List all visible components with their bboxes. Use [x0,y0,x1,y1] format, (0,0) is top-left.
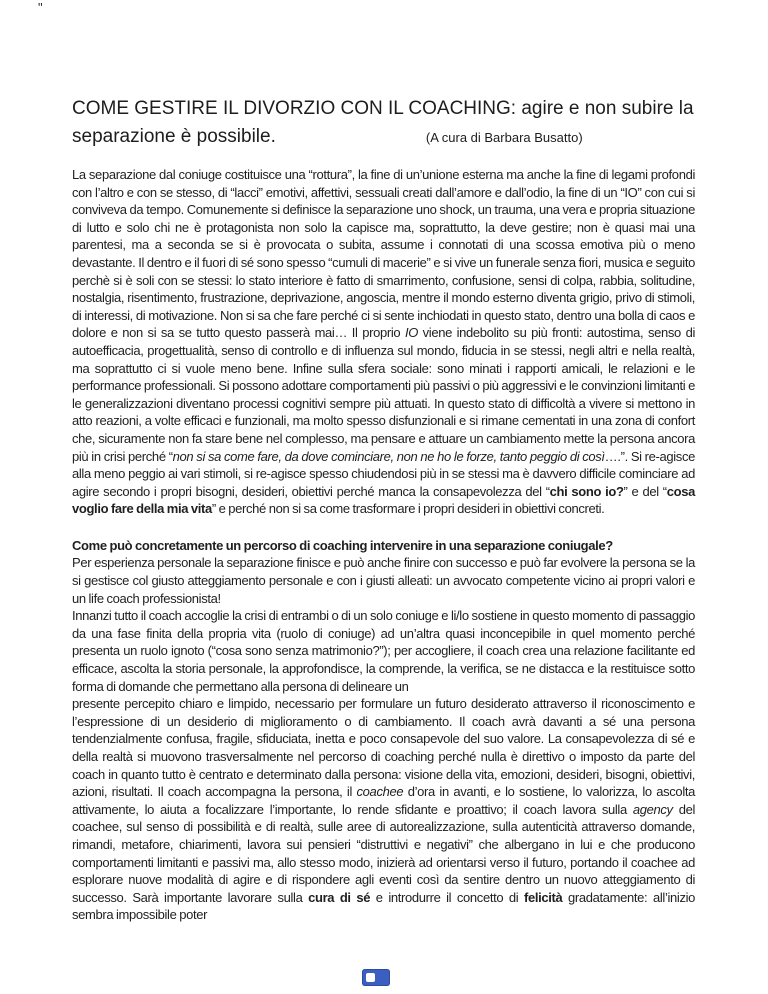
text-segment: La separazione dal coniuge costituisce una “rottura”, la fine di un’unione esterna ma anche la fine di legami profondi con l’altro e con se stesso, di “lacci” emotivi, affettivi, sessuali creati dall’amore e dall’odio, la fine di un “IO” con cui si conviveva da tempo. Comunemente si definisce la separazione uno shock, un trauma, una vera e propria situazione di lutto e solo chi ne è protagonista non solo la capisce ma, soprattutto, la deve gestire; non è quasi mai una parentesi, ma a seconda se si è provocata o subita, assume i connotati di una scossa emotiva più o meno devastante. Il dentro e il fuori di sé sono spesso “cumuli di macerie” e si vive un funerale senza fiori, musica e seguito perchè si è soli con se stessi: lo stato interiore è fatto di smarrimento, confusione, sensi di colpa, rabbia, solitudine, nostalgia, risentimento, frustrazione, deprivazione, angoscia, mentre il mondo esterno diventa grigio, privo di stimoli, di interessi, di motivazione. Non si sa che fare perché ci si sente inchiodati in questo stato, dentro una bolla di caos e dolore e non si sa se tutto questo passerà mai… Il proprio [72,167,695,341]
byline: (A cura di Barbara Busatto) [425,130,583,145]
text-segment: cosa voglio fare della mia vita [72,483,695,517]
text-segment: d’ora in avanti, e lo sostiene, lo valorizza, lo ascolta attivamente, lo aiuta a focalizzare l’importante, lo rende sfidante e proattivo; il coach lavora sulla [72,784,695,817]
footer-logo-glyph [366,973,375,982]
text-segment: non si sa come fare, da dove cominciare, non ne ho le forze, tanto peggio di così [172,448,605,464]
text-segment: felicità [523,889,563,905]
text-segment: chi sono io? [549,483,624,499]
text-segment: cura di sé [308,889,371,905]
text-segment: Innanzi tutto il coach accoglie la crisi di entrambi o di un solo coniuge e li/lo sostiene in questo momento di passaggio da una fase finita della propria vita (ruolo di coniuge) ad un’altra quasi inconcepibile in quel momento perché presenta un ruolo ignoto (“cosa sono senza matrimonio?”); per accogliere, il coach crea una relazione facilitante ed efficace, ascolta la storia personale, la approfondisce, la comprende, la verifica, se ne distacca e la restituisce sotto forma di domande che permettano alla persona di delineare un [72,608,695,694]
title-line1: COME GESTIRE IL DIVORZIO CON IL COACHING: agire e non subire la [72,98,694,119]
text-segment: ….”. Si re-agisce alla meno peggio ai vari stimoli, si re-agisce spesso chiudendosi più in se stessi ma è davvero difficile cominciare ad agire secondo i propri bisogni, desideri, obiettivi perché manca la consapevolezza del “ [72,448,695,499]
text-segment: del coachee, sul senso di possibilità e di realtà, sulle aree di autorealizzazione, sulla autenticità attraverso domande, rimandi, metafore, chiarimenti, lavora sui pensieri “distruttivi e negativi” che albergano in lui e che producono comportamenti limitanti e passivi ma, allo stesso modo, inizierà ad orientarsi verso il futuro, portando il coachee ad esplorare nuove modalità di agire e di rispondere agli eventi così da sentire dentro un nuovo atteggiamento di successo. Sarà importante lavorare sulla [72,801,695,905]
text-segment: Per esperienza personale la separazione finisce e può anche finire con successo e può far evolvere la persona se la si gestisce col giusto atteggiamento personale e con i giusti alleati: un avvocato competente vicino ai propri valori e un life coach professionista! [72,555,695,606]
text-segment: gradatamente: all’inizio sembra impossibile poter [72,889,696,923]
text-segment: viene indebolito su più fronti: autostima, senso di autoefficacia, progettualità, senso di controllo e di influenza sul mondo, fiducia in se stessi, negli altri e nella realtà, ma soprattutto ci si vuole meno bene. Infine sulla sfera sociale: sono minati i rapporti amicali, le relazioni e le performance professionali. Si possono adottare comportamenti più passivi o più aggressivi e le convinzioni limitanti e le generalizzazioni diventano processi cognitivi sempre più attuati. In questo stato di difficoltà a vivere si mettono in atto reazioni, a volte efficaci e funzionali, ma molto spesso disfunzionali e si rimane cementati in una zona di confort che, sicuramente non fa stare bene nel complesso, ma pensare e attuare un cambiamento mette la persona ancora più in crisi perché “ [72,325,695,464]
text-segment: e introdurre il concetto di [370,889,524,905]
corner-artifact: " [38,0,43,15]
text-segment: ” e perché non si sa come trasformare i propri desideri in obiettivi concreti. [211,501,605,517]
footer-logo-icon[interactable] [362,969,390,986]
text-segment: coachee [356,784,404,800]
text-segment: presente percepito chiaro e limpido, necessario per formulare un futuro desiderato attraverso il riconoscimento e l’espressione di un desiderio di miglioramento o di cambiamento. Il coach avrà davanti a sé una persona tendenzialmente confusa, fragile, sfiduciata, inetta e poco consapevole del suo valore. La consapevolezza di sé e della realtà si muovono trasversalmente nel percorso di coaching perché nulla è direttivo o imposto da parte del coach in quanto tutto è centrato e determinato dalla persona: visione della vita, emozioni, desideri, bisogni, obiettivi, azioni, risultati. Il coach accompagna la persona, il [72,696,695,800]
text-segment: IO [404,325,418,341]
document-title [72,95,695,152]
paragraph [72,166,695,518]
text-segment: Come può concretamente un percorso di coaching intervenire in una separazione coniugale? [72,537,613,553]
text-segment: agency [632,801,673,817]
title-line2: separazione è possibile. [72,126,276,147]
document-body [72,166,695,924]
section-heading [72,537,695,555]
text-segment: ” e del “ [623,483,667,499]
paragraph [72,554,695,923]
